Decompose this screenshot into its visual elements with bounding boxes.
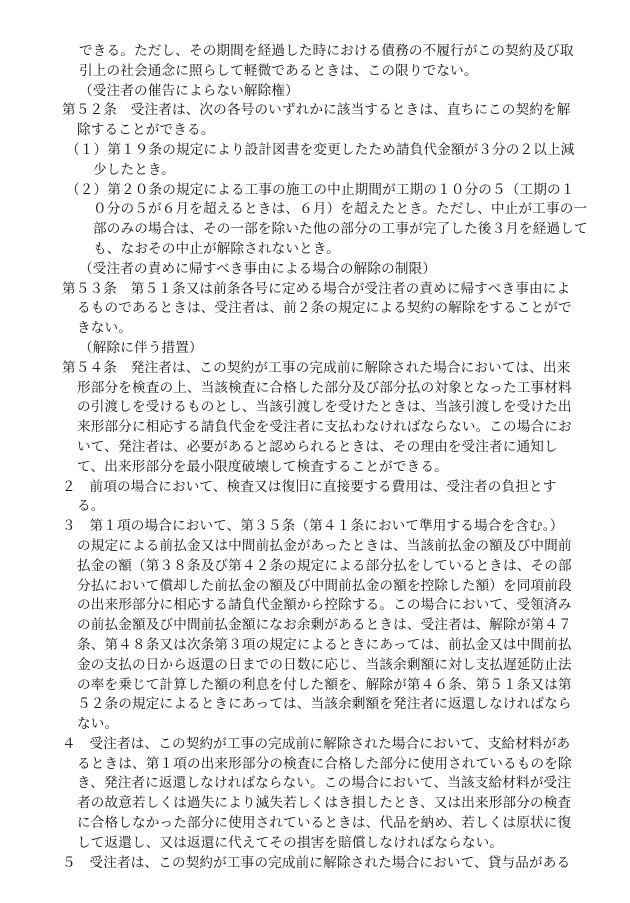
paragraph-line: ４ 受注者は、この契約が工事の完成前に解除された場合において、支給材料があ	[62, 735, 571, 752]
text-line: 少したとき。	[93, 161, 175, 178]
text-line: 部のみの場合は、その一部を除いた他の部分の工事が完了した後３月を経過して	[93, 221, 588, 238]
text-line: ０分の５が６月を超えるときは、６月）を超えたとき。ただし、中止が工事の一	[93, 201, 588, 218]
text-line: できる。ただし、その期間を経過した時における債務の不履行がこの契約及び取	[79, 43, 574, 59]
section-heading: （受注者の責めに帰すべき事由による場合の解除の制限）	[79, 260, 437, 277]
text-line: 分払において償却した前払金の額及び中間前払金の額を控除した額）を同項前段	[77, 577, 572, 594]
text-line: の前払金額及び中間前払金額になお余剰があるときは、受注者は、解除が第４７	[77, 617, 572, 634]
paragraph-line: ３ 第１項の場合において、第３５条（第４１条において準用する場合を含む。）	[62, 518, 564, 535]
text-line: 金の支払の日から返還の日までの日数に応じ、当該余剰額に対し支払遅延防止法	[77, 656, 572, 673]
text-line: ５２条の規定によるときにあっては、当該余剰額を発注者に返還しなければなら	[77, 696, 572, 713]
text-line: の規定による前払金又は中間前払金があったときは、当該前払金の額及び中間前	[77, 537, 572, 554]
paragraph-line: ２ 前項の場合において、検査又は復旧に直接要する費用は、受注者の負担とす	[62, 478, 557, 495]
text-line: るものであるときは、受注者は、前２条の規定による契約の解除をすることがで	[77, 300, 572, 317]
text-line: るときは、第１項の出来形部分の検査に合格した部分に使用されているものを除	[77, 755, 572, 772]
article-line: 第５４条 発注者は、この契約が工事の完成前に解除された場合においては、出来	[62, 359, 571, 376]
text-line: 払金の額（第３８条及び第４２条の規定による部分払をしているときは、その部	[77, 557, 572, 574]
text-line: 来形部分に相応する請負代金を受注者に支払わなければならない。この場合にお	[77, 419, 572, 436]
text-line: して返還し、又は返還に代えてその損害を賠償しなければならない。	[77, 834, 504, 851]
article-line: 第５３条 第５１条又は前条各号に定める場合が受注者の責めに帰すべき事由によ	[62, 280, 571, 297]
text-line: の出来形部分に相応する請負代金額から控除する。この場合において、受領済み	[77, 597, 572, 614]
text-line: 者の故意若しくは過失により滅失若しくはき損したとき、又は出来形部分の検査	[77, 795, 572, 812]
section-heading: （受注者の催告によらない解除権）	[79, 82, 299, 99]
paragraph-line: ５ 受注者は、この契約が工事の完成前に解除された場合において、貸与品がある	[62, 854, 571, 871]
text-line: も、なおその中止が解除されないとき。	[93, 240, 340, 257]
section-heading: （解除に伴う措置）	[79, 339, 203, 356]
text-line: 形部分を検査の上、当該検査に合格した部分及び部分払の対象となった工事材料	[77, 379, 572, 396]
text-line: る。	[77, 498, 105, 515]
text-line: 引上の社会通念に照らして軽微であるときは、この限りでない。	[79, 62, 478, 79]
text-line: ない。	[77, 716, 119, 733]
text-line: に合格しなかった部分に使用されているときは、代品を納め、若しくは原状に復	[77, 815, 572, 832]
item-line: （１）第１９条の規定により設計図書を変更したため請負代金額が３分の２以上減	[66, 141, 575, 158]
text-line: 除することができる。	[77, 122, 215, 139]
text-line: き、発注者に返還しなければならない。この場合において、当該支給材料が受注	[77, 775, 571, 792]
text-line: 条、第４８条又は次条第３項の規定によるときにあっては、前払金又は中間前払	[77, 636, 572, 653]
article-line: 第５２条 受注者は、次の各号のいずれかに該当するときは、直ちにこの契約を解	[62, 102, 571, 119]
text-line: の率を乗じて計算した額の利息を付した額を、解除が第４６条、第５１条又は第	[77, 676, 572, 693]
text-line: て、出来形部分を最小限度破壊して検査することができる。	[77, 458, 448, 475]
text-line: きない。	[77, 320, 132, 337]
text-line: の引渡しを受けるものとし、当該引渡しを受けたときは、当該引渡しを受けた出	[77, 399, 572, 416]
text-line: いて、発注者は、必要があると認められるときは、その理由を受注者に通知し	[77, 438, 558, 455]
item-line: （２）第２０条の規定による工事の施工の中止期間が工期の１０分の５（工期の１	[66, 181, 575, 198]
